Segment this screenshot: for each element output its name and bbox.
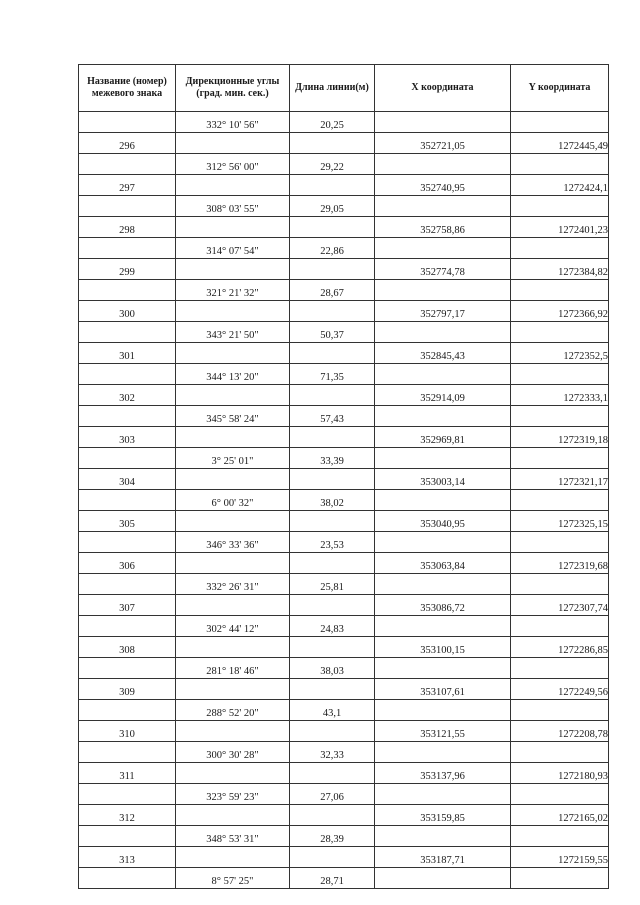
table-row <box>79 175 609 196</box>
line-length-cell <box>290 217 375 238</box>
x-coordinate-cell: 353159,85 <box>375 805 511 826</box>
marker-name-cell: 299 <box>79 259 176 280</box>
line-length-cell <box>290 301 375 322</box>
y-coordinate-cell <box>511 784 609 805</box>
line-length-cell <box>290 259 375 280</box>
direction-angle-cell <box>176 763 290 784</box>
table-row <box>79 469 609 490</box>
direction-angle-cell: 312° 56' 00" <box>176 154 290 175</box>
marker-name-cell: 309 <box>79 679 176 700</box>
x-coordinate-cell: 353063,84 <box>375 553 511 574</box>
table-row <box>79 385 609 406</box>
direction-angle-cell <box>176 847 290 868</box>
y-coordinate-cell: 1272333,1 <box>511 385 609 406</box>
table-row <box>79 616 609 637</box>
table-header <box>79 65 609 112</box>
y-coordinate-cell: 1272325,15 <box>511 511 609 532</box>
y-coordinate-cell <box>511 490 609 511</box>
line-length-cell: 25,81 <box>290 574 375 595</box>
line-length-cell <box>290 469 375 490</box>
y-coordinate-cell <box>511 574 609 595</box>
y-coordinate-cell: 1272249,56 <box>511 679 609 700</box>
table-row <box>79 511 609 532</box>
line-length-cell <box>290 511 375 532</box>
x-coordinate-cell <box>375 280 511 301</box>
line-length-cell: 57,43 <box>290 406 375 427</box>
marker-name-cell <box>79 784 176 805</box>
y-coordinate-cell <box>511 700 609 721</box>
line-length-cell <box>290 427 375 448</box>
x-coordinate-cell <box>375 364 511 385</box>
marker-name-cell: 298 <box>79 217 176 238</box>
x-coordinate-cell: 352969,81 <box>375 427 511 448</box>
line-length-cell <box>290 679 375 700</box>
direction-angle-cell: 348° 53' 31" <box>176 826 290 847</box>
y-coordinate-cell <box>511 112 609 133</box>
marker-name-cell <box>79 868 176 889</box>
x-coordinate-cell <box>375 448 511 469</box>
line-length-cell <box>290 595 375 616</box>
y-coordinate-cell: 1272352,5 <box>511 343 609 364</box>
marker-name-cell <box>79 364 176 385</box>
direction-angle-cell: 288° 52' 20" <box>176 700 290 721</box>
direction-angle-cell: 321° 21' 32" <box>176 280 290 301</box>
direction-angle-cell <box>176 259 290 280</box>
direction-angle-cell: 308° 03' 55" <box>176 196 290 217</box>
marker-name-cell: 307 <box>79 595 176 616</box>
table-row <box>79 490 609 511</box>
table-row <box>79 658 609 679</box>
y-coordinate-cell <box>511 154 609 175</box>
x-coordinate-cell <box>375 490 511 511</box>
line-length-cell: 38,03 <box>290 658 375 679</box>
line-length-cell: 50,37 <box>290 322 375 343</box>
table-row <box>79 721 609 742</box>
x-coordinate-cell <box>375 574 511 595</box>
direction-angle-cell <box>176 175 290 196</box>
table-row <box>79 259 609 280</box>
y-coordinate-cell <box>511 406 609 427</box>
table-row <box>79 826 609 847</box>
marker-name-cell <box>79 826 176 847</box>
marker-name-cell: 313 <box>79 847 176 868</box>
x-coordinate-cell <box>375 532 511 553</box>
line-length-cell <box>290 763 375 784</box>
y-coordinate-cell: 1272319,68 <box>511 553 609 574</box>
line-length-cell: 38,02 <box>290 490 375 511</box>
marker-name-cell <box>79 448 176 469</box>
x-coordinate-cell: 353100,15 <box>375 637 511 658</box>
x-coordinate-cell: 352797,17 <box>375 301 511 322</box>
y-coordinate-cell: 1272307,74 <box>511 595 609 616</box>
table-row <box>79 595 609 616</box>
y-coordinate-cell: 1272445,49 <box>511 133 609 154</box>
line-length-cell: 33,39 <box>290 448 375 469</box>
table-row <box>79 553 609 574</box>
direction-angle-cell <box>176 679 290 700</box>
marker-name-cell <box>79 616 176 637</box>
y-coordinate-cell: 1272319,18 <box>511 427 609 448</box>
x-coordinate-cell: 352845,43 <box>375 343 511 364</box>
header-marker-name: Название (номер) межевого знака <box>79 65 176 112</box>
x-coordinate-cell <box>375 154 511 175</box>
y-coordinate-cell: 1272208,78 <box>511 721 609 742</box>
marker-name-cell <box>79 700 176 721</box>
y-coordinate-cell <box>511 826 609 847</box>
table-row <box>79 868 609 889</box>
y-coordinate-cell: 1272321,17 <box>511 469 609 490</box>
table-row <box>79 406 609 427</box>
line-length-cell: 27,06 <box>290 784 375 805</box>
line-length-cell: 23,53 <box>290 532 375 553</box>
table-row <box>79 154 609 175</box>
direction-angle-cell: 346° 33' 36" <box>176 532 290 553</box>
line-length-cell: 24,83 <box>290 616 375 637</box>
direction-angle-cell <box>176 301 290 322</box>
marker-name-cell <box>79 238 176 259</box>
x-coordinate-cell <box>375 322 511 343</box>
x-coordinate-cell <box>375 868 511 889</box>
header-y-coordinate: Y координата <box>511 65 609 112</box>
x-coordinate-cell <box>375 784 511 805</box>
marker-name-cell: 302 <box>79 385 176 406</box>
direction-angle-cell: 302° 44' 12" <box>176 616 290 637</box>
x-coordinate-cell <box>375 700 511 721</box>
table-row <box>79 742 609 763</box>
x-coordinate-cell: 353003,14 <box>375 469 511 490</box>
line-length-cell: 22,86 <box>290 238 375 259</box>
direction-angle-cell: 345° 58' 24" <box>176 406 290 427</box>
direction-angle-cell <box>176 637 290 658</box>
direction-angle-cell <box>176 217 290 238</box>
line-length-cell: 71,35 <box>290 364 375 385</box>
y-coordinate-cell: 1272159,55 <box>511 847 609 868</box>
header-direction-angle: Дирекционные углы (град. мин. сек.) <box>176 65 290 112</box>
table-row <box>79 322 609 343</box>
direction-angle-cell <box>176 553 290 574</box>
direction-angle-cell <box>176 133 290 154</box>
direction-angle-cell: 332° 10' 56" <box>176 112 290 133</box>
y-coordinate-cell: 1272401,23 <box>511 217 609 238</box>
direction-angle-cell <box>176 595 290 616</box>
marker-name-cell <box>79 196 176 217</box>
y-coordinate-cell <box>511 532 609 553</box>
table-row <box>79 427 609 448</box>
marker-name-cell: 300 <box>79 301 176 322</box>
marker-name-cell: 296 <box>79 133 176 154</box>
table-row <box>79 217 609 238</box>
line-length-cell <box>290 721 375 742</box>
direction-angle-cell: 300° 30' 28" <box>176 742 290 763</box>
x-coordinate-cell <box>375 406 511 427</box>
x-coordinate-cell: 353187,71 <box>375 847 511 868</box>
direction-angle-cell <box>176 511 290 532</box>
table-body <box>79 112 609 889</box>
table-row <box>79 637 609 658</box>
y-coordinate-cell: 1272366,92 <box>511 301 609 322</box>
table-row <box>79 280 609 301</box>
marker-name-cell <box>79 490 176 511</box>
line-length-cell <box>290 847 375 868</box>
x-coordinate-cell: 353137,96 <box>375 763 511 784</box>
marker-name-cell: 308 <box>79 637 176 658</box>
table-row <box>79 112 609 133</box>
line-length-cell: 28,71 <box>290 868 375 889</box>
table-row <box>79 700 609 721</box>
marker-name-cell: 303 <box>79 427 176 448</box>
marker-name-cell <box>79 742 176 763</box>
line-length-cell: 32,33 <box>290 742 375 763</box>
y-coordinate-cell: 1272384,82 <box>511 259 609 280</box>
x-coordinate-cell: 352721,05 <box>375 133 511 154</box>
line-length-cell: 29,22 <box>290 154 375 175</box>
table-row <box>79 532 609 553</box>
x-coordinate-cell <box>375 112 511 133</box>
marker-name-cell: 312 <box>79 805 176 826</box>
marker-name-cell: 306 <box>79 553 176 574</box>
y-coordinate-cell <box>511 616 609 637</box>
y-coordinate-cell: 1272165,02 <box>511 805 609 826</box>
direction-angle-cell <box>176 343 290 364</box>
x-coordinate-cell: 353086,72 <box>375 595 511 616</box>
header-x-coordinate: X координата <box>375 65 511 112</box>
x-coordinate-cell <box>375 616 511 637</box>
marker-name-cell: 304 <box>79 469 176 490</box>
x-coordinate-cell: 352914,09 <box>375 385 511 406</box>
direction-angle-cell: 343° 21' 50" <box>176 322 290 343</box>
marker-name-cell: 301 <box>79 343 176 364</box>
x-coordinate-cell: 353121,55 <box>375 721 511 742</box>
y-coordinate-cell <box>511 322 609 343</box>
table-row <box>79 301 609 322</box>
line-length-cell: 29,05 <box>290 196 375 217</box>
y-coordinate-cell <box>511 658 609 679</box>
line-length-cell: 28,67 <box>290 280 375 301</box>
table-row <box>79 133 609 154</box>
line-length-cell <box>290 385 375 406</box>
x-coordinate-cell <box>375 196 511 217</box>
marker-name-cell: 305 <box>79 511 176 532</box>
line-length-cell: 43,1 <box>290 700 375 721</box>
marker-name-cell <box>79 322 176 343</box>
y-coordinate-cell <box>511 868 609 889</box>
table-row <box>79 805 609 826</box>
marker-name-cell <box>79 154 176 175</box>
x-coordinate-cell <box>375 742 511 763</box>
marker-name-cell <box>79 658 176 679</box>
line-length-cell <box>290 343 375 364</box>
y-coordinate-cell: 1272424,1 <box>511 175 609 196</box>
marker-name-cell <box>79 532 176 553</box>
line-length-cell <box>290 805 375 826</box>
direction-angle-cell <box>176 469 290 490</box>
line-length-cell: 20,25 <box>290 112 375 133</box>
y-coordinate-cell <box>511 364 609 385</box>
line-length-cell <box>290 175 375 196</box>
table-row <box>79 679 609 700</box>
direction-angle-cell <box>176 721 290 742</box>
table-row <box>79 238 609 259</box>
line-length-cell <box>290 133 375 154</box>
table-row <box>79 448 609 469</box>
marker-name-cell <box>79 112 176 133</box>
line-length-cell <box>290 553 375 574</box>
marker-name-cell: 310 <box>79 721 176 742</box>
line-length-cell: 28,39 <box>290 826 375 847</box>
x-coordinate-cell <box>375 658 511 679</box>
y-coordinate-cell <box>511 238 609 259</box>
y-coordinate-cell <box>511 448 609 469</box>
table-row <box>79 343 609 364</box>
x-coordinate-cell: 352740,95 <box>375 175 511 196</box>
header-row <box>79 65 609 112</box>
marker-name-cell: 297 <box>79 175 176 196</box>
x-coordinate-cell <box>375 238 511 259</box>
y-coordinate-cell: 1272286,85 <box>511 637 609 658</box>
direction-angle-cell: 344° 13' 20" <box>176 364 290 385</box>
y-coordinate-cell <box>511 742 609 763</box>
y-coordinate-cell <box>511 196 609 217</box>
table-row <box>79 847 609 868</box>
table-row <box>79 196 609 217</box>
header-line-length: Длина линии(м) <box>290 65 375 112</box>
marker-name-cell: 311 <box>79 763 176 784</box>
x-coordinate-cell: 353107,61 <box>375 679 511 700</box>
direction-angle-cell <box>176 427 290 448</box>
table-row <box>79 763 609 784</box>
x-coordinate-cell <box>375 826 511 847</box>
y-coordinate-cell <box>511 280 609 301</box>
x-coordinate-cell: 353040,95 <box>375 511 511 532</box>
table-row <box>79 364 609 385</box>
direction-angle-cell: 8° 57' 25" <box>176 868 290 889</box>
direction-angle-cell: 3° 25' 01" <box>176 448 290 469</box>
y-coordinate-cell: 1272180,93 <box>511 763 609 784</box>
x-coordinate-cell: 352758,86 <box>375 217 511 238</box>
table-row <box>79 574 609 595</box>
direction-angle-cell <box>176 385 290 406</box>
direction-angle-cell <box>176 805 290 826</box>
direction-angle-cell: 323° 59' 23" <box>176 784 290 805</box>
direction-angle-cell: 281° 18' 46" <box>176 658 290 679</box>
direction-angle-cell: 6° 00' 32" <box>176 490 290 511</box>
marker-name-cell <box>79 280 176 301</box>
boundary-coordinates-table <box>78 64 609 889</box>
direction-angle-cell: 314° 07' 54" <box>176 238 290 259</box>
marker-name-cell <box>79 406 176 427</box>
direction-angle-cell: 332° 26' 31" <box>176 574 290 595</box>
marker-name-cell <box>79 574 176 595</box>
x-coordinate-cell: 352774,78 <box>375 259 511 280</box>
table-row <box>79 784 609 805</box>
line-length-cell <box>290 637 375 658</box>
